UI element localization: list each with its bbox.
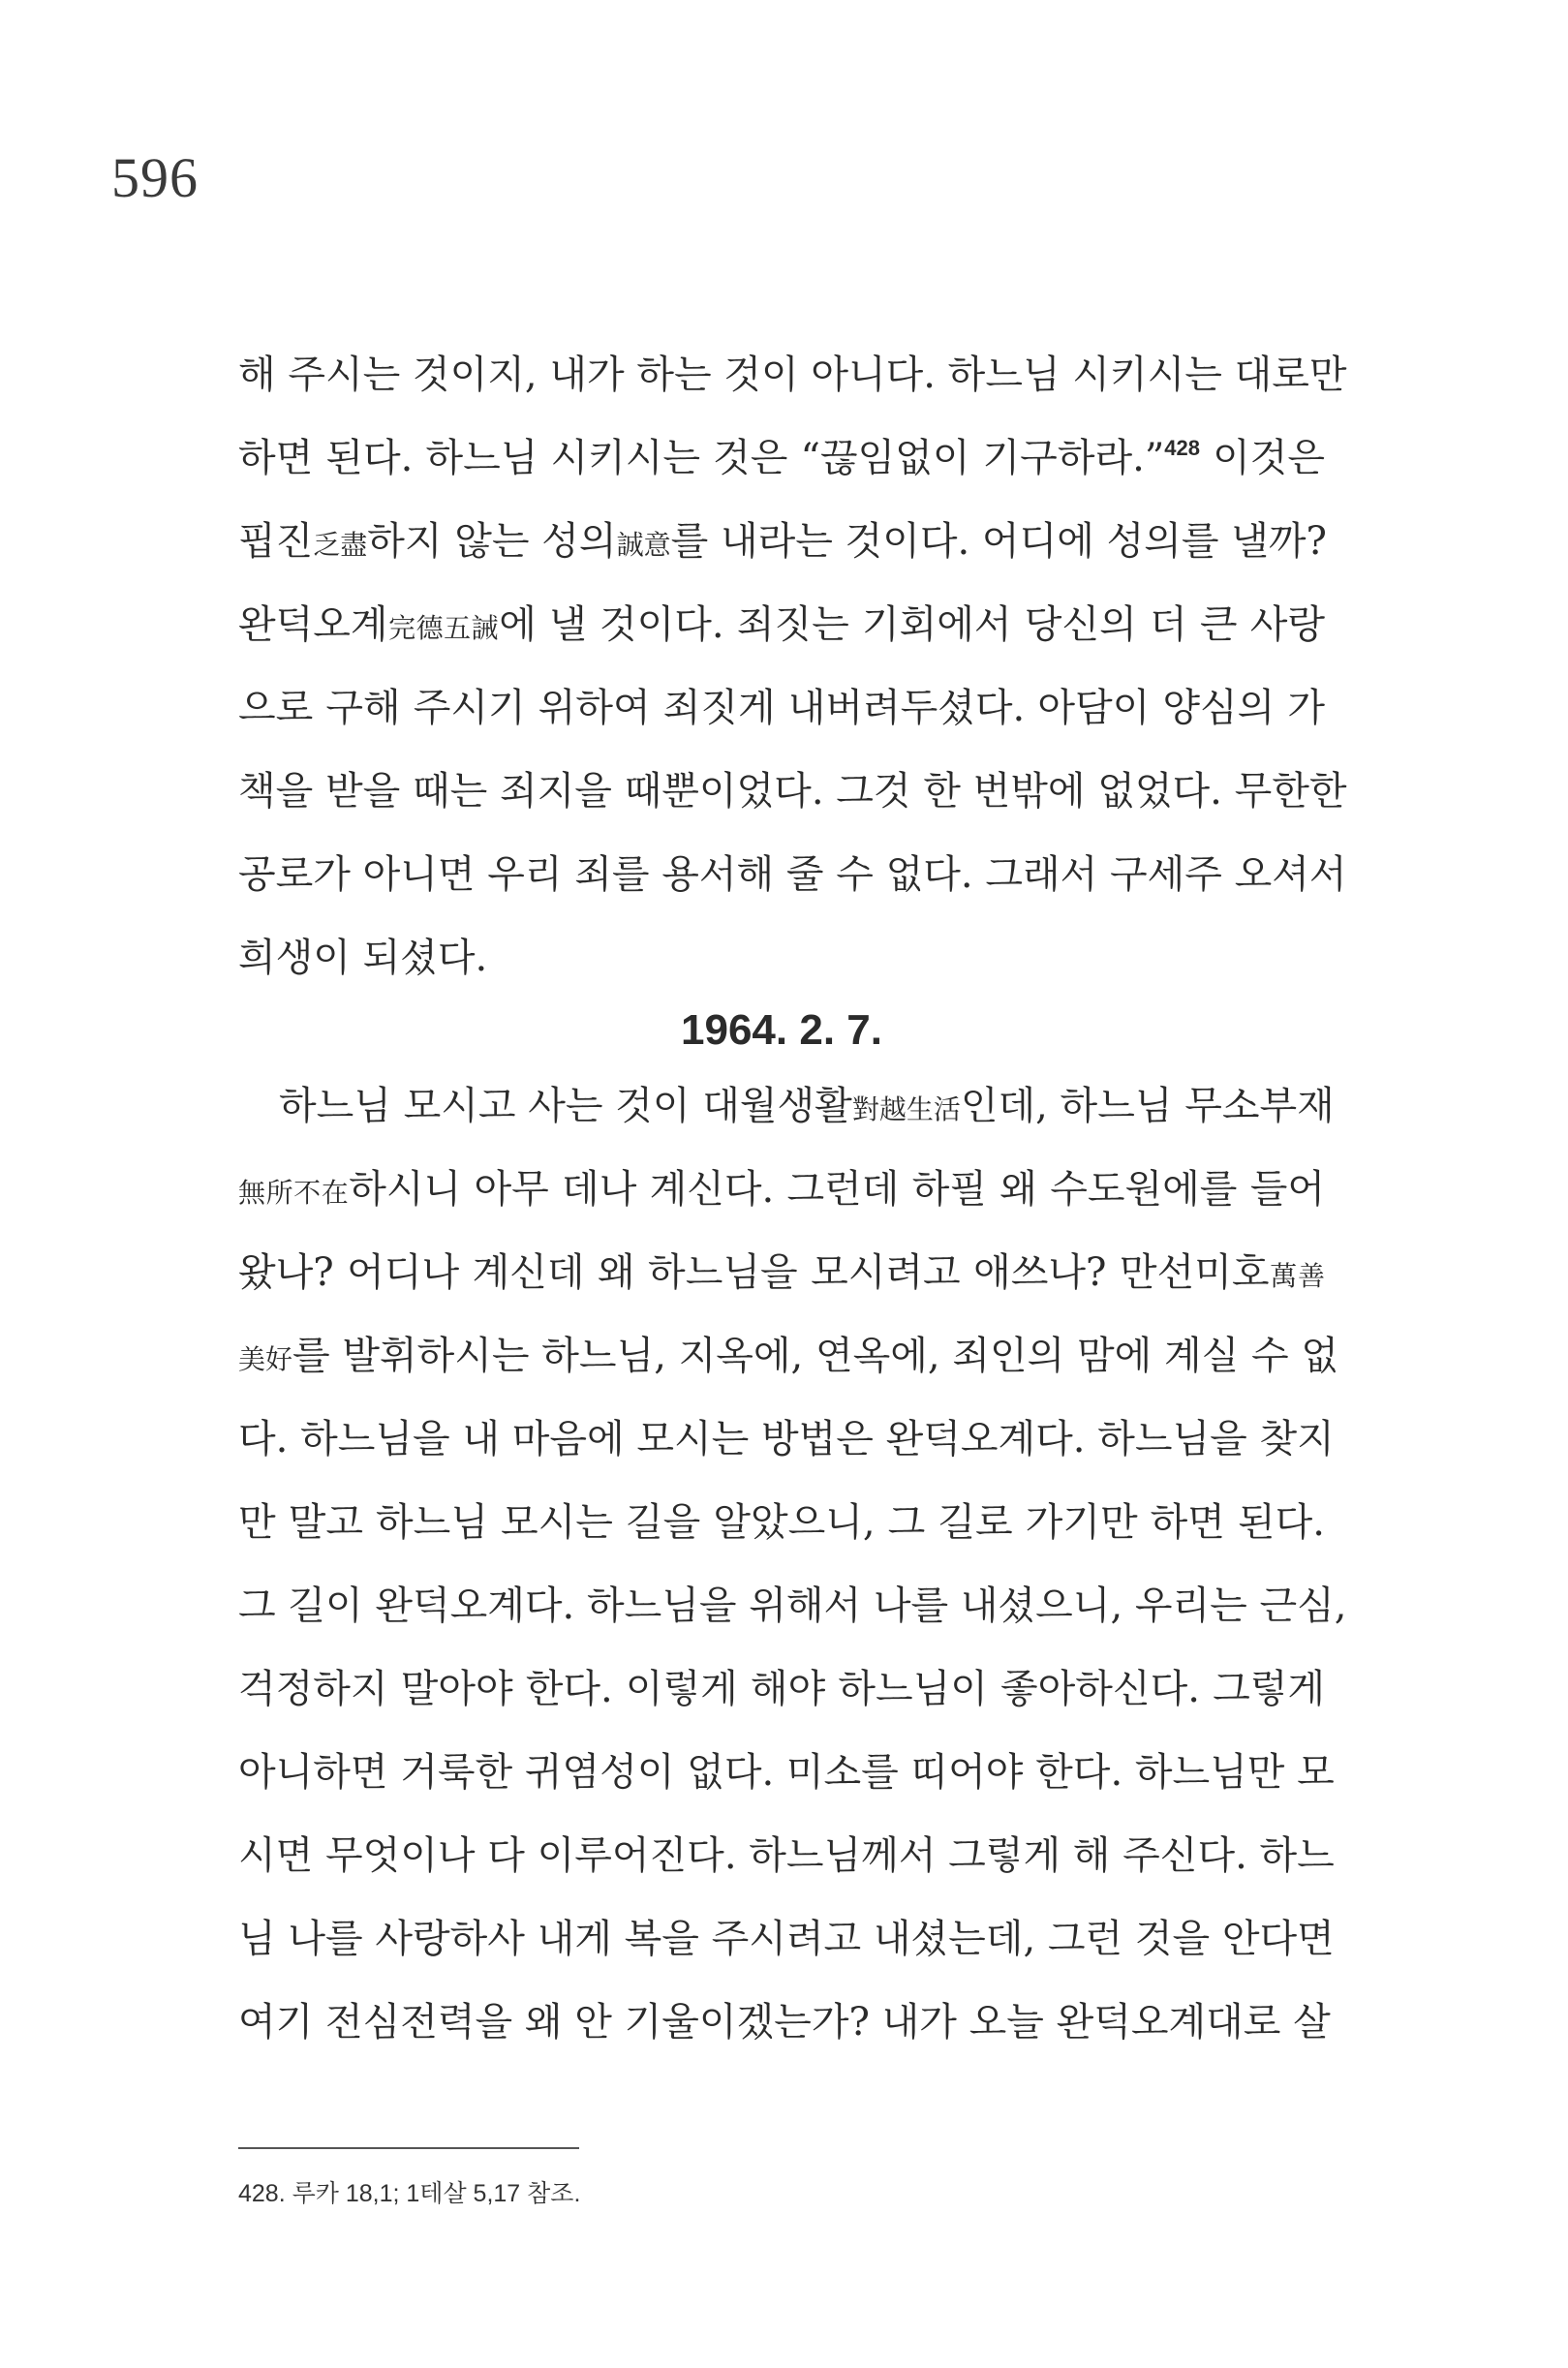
text-span: 아니하면 거룩한 귀염성이 없다. 미소를 띠어야 한다. 하느님만 모: [238, 1750, 1335, 1795]
text-line: [238, 1314, 1338, 1398]
text-line: [238, 416, 1325, 500]
text-span: 님 나를 사랑하사 내게 복을 주시려고 내셨는데, 그런 것을 안다면: [238, 1917, 1335, 1961]
hanja-annotation: 對越生活: [851, 1093, 961, 1125]
text-line: [238, 833, 1347, 916]
text-span: 하면 된다. 하느님 시키시는 것은 “끊임없이 기구하라.”: [238, 436, 1165, 480]
text-span: 를 발휘하시는 하느님, 지옥에, 연옥에, 죄인의 맘에 계실 수 없: [292, 1334, 1338, 1378]
text-line: [238, 1814, 1335, 1897]
text-line: [238, 1731, 1335, 1814]
text-line: [238, 1398, 1335, 1481]
text-line: [238, 1897, 1335, 1981]
text-line: [238, 500, 1325, 583]
text-span: 하느님 모시고 사는 것이 대월생활: [279, 1084, 852, 1128]
text-span: 으로 구해 주시기 위하여 죄짓게 내버려두셨다. 아담이 양심의 가: [238, 686, 1325, 730]
text-span: 를 내라는 것이다. 어디에 성의를 낼까?: [670, 519, 1327, 564]
text-span: 하지 않는 성의: [367, 519, 617, 564]
text-span: 여기 전심전력을 왜 안 기울이겠는가? 내가 오늘 완덕오계대로 살: [238, 2000, 1331, 2045]
text-span: 핍진: [238, 519, 314, 564]
hanja-annotation: 無所不在: [238, 1177, 350, 1209]
page-number: 596: [111, 146, 199, 209]
footnote: 428. 루카 18,1; 1테살 5,17 참조.: [238, 2180, 581, 2207]
text-span: 이것은: [1200, 436, 1326, 480]
footnote-divider: [238, 2147, 579, 2149]
text-span: 에 낼 것이다. 죄짓는 기회에서 당신의 더 큰 사랑: [499, 602, 1325, 647]
text-span: 하시니 아무 데나 계신다. 그런데 하필 왜 수도원에를 들어: [349, 1167, 1325, 1212]
text-span: 공로가 아니면 우리 죄를 용서해 줄 수 없다. 그래서 구세주 오셔서: [238, 852, 1347, 897]
text-span: 왔나? 어디나 계신데 왜 하느님을 모시려고 애쓰나? 만선미호: [238, 1250, 1270, 1295]
text-line: [238, 1647, 1325, 1731]
text-line: [238, 750, 1347, 833]
footnote-reference[interactable]: 428: [1164, 436, 1200, 460]
hanja-annotation: 完德五誡: [387, 612, 500, 644]
text-line: [238, 1064, 1335, 1148]
text-line: [238, 1481, 1325, 1564]
text-line: [238, 1981, 1331, 2064]
dated-entry-paragraph: [238, 1064, 1347, 2064]
text-line: [238, 666, 1325, 750]
text-line: [238, 1564, 1347, 1647]
text-span: 시면 무엇이나 다 이루어진다. 하느님께서 그렇게 해 주신다. 하느: [238, 1833, 1335, 1878]
paragraph-continuation: [238, 333, 1347, 999]
hanja-annotation: 乏盡: [313, 529, 368, 561]
hanja-annotation: 誠意: [616, 529, 671, 561]
date-heading: 1964. 2. 7.: [681, 1006, 882, 1054]
text-span: 다. 하느님을 내 마음에 모시는 방법은 완덕오계다. 하느님을 찾지: [238, 1417, 1335, 1461]
text-line: [238, 333, 1347, 416]
text-span: 그 길이 완덕오계다. 하느님을 위해서 나를 내셨으니, 우리는 근심,: [238, 1584, 1347, 1628]
text-span: 완덕오계: [238, 602, 388, 647]
text-line: [238, 1148, 1325, 1231]
text-span: 인데, 하느님 무소부재: [960, 1084, 1335, 1128]
text-line: [238, 1231, 1325, 1314]
text-span: 걱정하지 말아야 한다. 이렇게 해야 하느님이 좋아하신다. 그렇게: [238, 1667, 1325, 1711]
text-line: [238, 916, 1325, 999]
text-span: 만 말고 하느님 모시는 길을 알았으니, 그 길로 가기만 하면 된다.: [238, 1500, 1325, 1545]
text-span: 해 주시는 것이지, 내가 하는 것이 아니다. 하느님 시키시는 대로만: [238, 353, 1347, 397]
text-span: 책을 받을 때는 죄지을 때뿐이었다. 그것 한 번밖에 없었다. 무한한: [238, 769, 1347, 814]
hanja-annotation: 美好: [238, 1343, 293, 1375]
text-span: 희생이 되셨다.: [238, 936, 488, 980]
hanja-annotation: 萬善: [1269, 1260, 1325, 1292]
text-line: [238, 583, 1325, 666]
